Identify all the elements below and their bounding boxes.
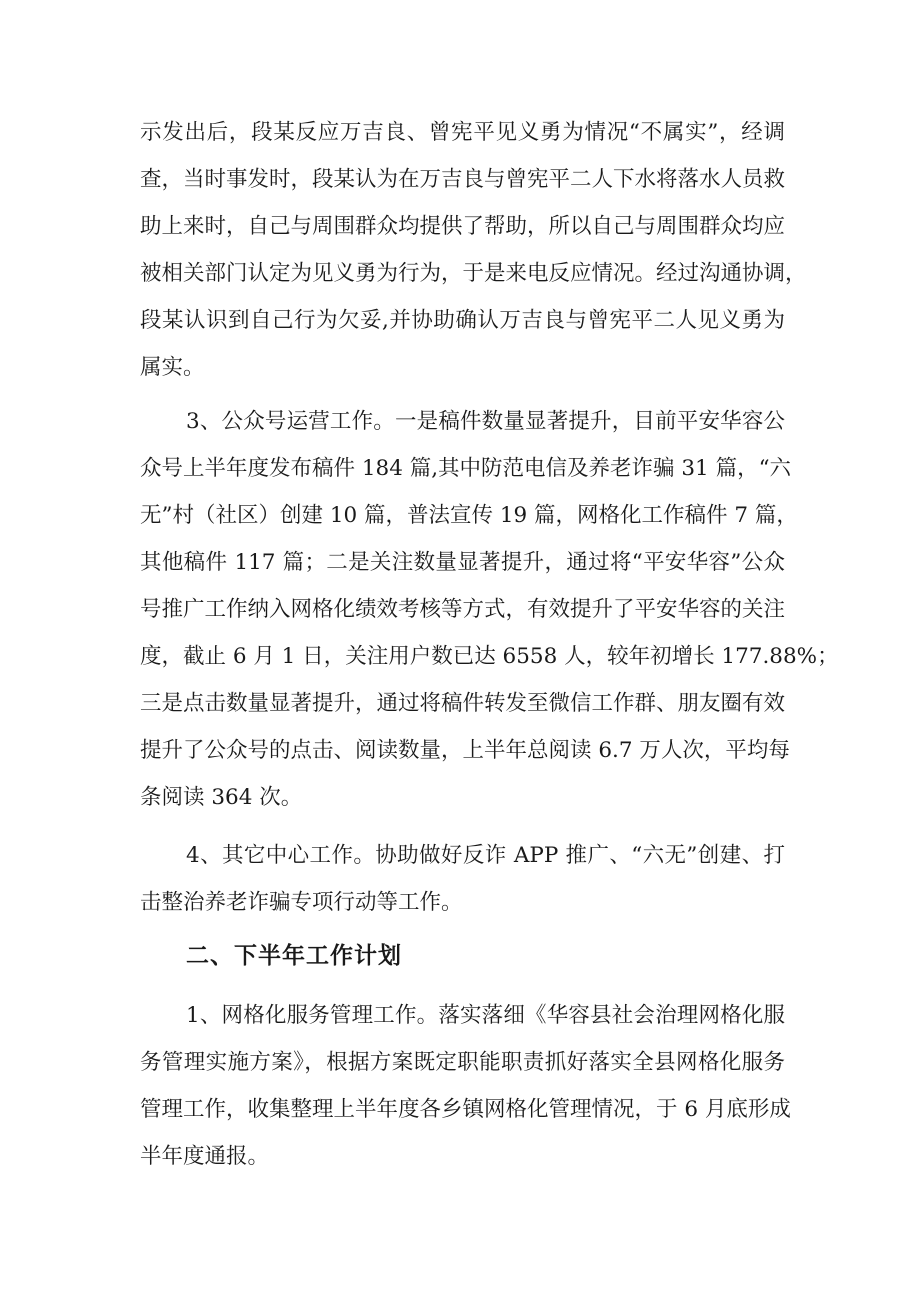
paragraph-line: 查，当时事发时，段某认为在万吉良与曾宪平二人下水将落水人员救 — [140, 167, 786, 192]
paragraph-line: 其他稿件 117 篇；二是关注数量显著提升，通过将“平安华容”公众 — [140, 550, 785, 575]
paragraph-line: 度，截止 6 月 1 日，关注用户数已达 6558 人，较年初增长 177.88%； — [140, 644, 839, 669]
section-heading: 二、下半年工作计划 — [186, 943, 402, 969]
paragraph-line: 无”村（社区）创建 10 篇，普法宣传 19 篇，网格化工作稿件 7 篇， — [140, 503, 798, 528]
paragraph-line: 击整治养老诈骗专项行动等工作。 — [140, 890, 463, 915]
paragraph-line: 提升了公众号的点击、阅读数量，上半年总阅读 6.7 万人次，平均每 — [140, 738, 790, 763]
paragraph-line: 半年度通报。 — [140, 1144, 270, 1169]
paragraph-line: 助上来时，自己与周围群众均提供了帮助，所以自己与周围群众均应 — [140, 214, 786, 239]
paragraph-line: 管理工作，收集整理上半年度各乡镇网格化管理情况，于 6 月底形成 — [140, 1097, 791, 1122]
paragraph-first-line: 1、网格化服务管理工作。落实落细《华容县社会治理网格化服 — [186, 1003, 785, 1028]
paragraph-line: 属实。 — [140, 355, 205, 380]
paragraph-first-line: 3、公众号运营工作。一是稿件数量显著提升，目前平安华容公 — [186, 409, 785, 434]
paragraph-first-line: 4、其它中心工作。协助做好反诈 APP 推广、“六无”创建、打 — [186, 843, 785, 868]
paragraph-line: 示发出后，段某反应万吉良、曾宪平见义勇为情况“不属实”，经调 — [140, 120, 785, 145]
paragraph-line: 条阅读 364 次。 — [140, 785, 303, 810]
paragraph-line: 务管理实施方案》，根据方案既定职能职责抓好落实全县网格化服务 — [140, 1050, 785, 1075]
paragraph-line: 段某认识到自己行为欠妥,并协助确认万吉良与曾宪平二人见义勇为 — [140, 308, 785, 333]
paragraph-line: 众号上半年度发布稿件 184 篇,其中防范电信及养老诈骗 31 篇，“六 — [140, 456, 792, 481]
paragraph-line: 被相关部门认定为见义勇为行为，于是来电反应情况。经过沟通协调， — [140, 261, 807, 286]
paragraph-line: 三是点击数量显著提升，通过将稿件转发至微信工作群、朋友圈有效 — [140, 691, 786, 716]
paragraph-line: 号推广工作纳入网格化绩效考核等方式，有效提升了平安华容的关注 — [140, 597, 786, 622]
